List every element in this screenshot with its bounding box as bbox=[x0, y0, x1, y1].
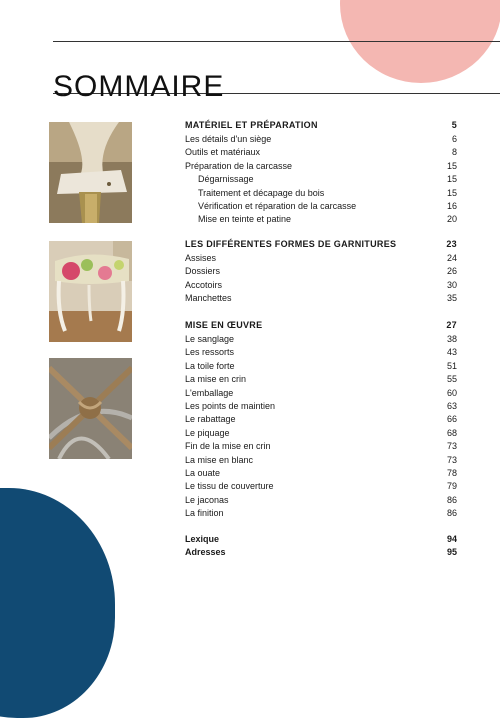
toc-entry-label: Les ressorts bbox=[185, 347, 235, 358]
toc-entry-page: 95 bbox=[446, 547, 457, 558]
toc-section-heading[interactable] bbox=[185, 118, 457, 133]
toc-entry-label: Assises bbox=[185, 253, 217, 263]
toc-entry-label: Dossiers bbox=[185, 266, 221, 277]
toc-section-mise-en-oeuvre bbox=[185, 318, 457, 520]
toc-entry-page: 86 bbox=[446, 494, 457, 505]
toc-entry-label: Outils et matériaux bbox=[185, 147, 261, 158]
toc-entry-label: La mise en blanc bbox=[185, 454, 254, 465]
toc-entry-page: 51 bbox=[446, 360, 457, 371]
toc-section-garnitures bbox=[185, 237, 457, 306]
toc-entry-page: 30 bbox=[446, 279, 457, 290]
toc-entry-label: Traitement et décapage du bois bbox=[198, 187, 325, 198]
toc-entry-lexique[interactable] bbox=[185, 533, 457, 546]
toc-entry-label: Le rabattage bbox=[185, 414, 236, 425]
toc-entry-page: 16 bbox=[446, 200, 457, 211]
toc-entry[interactable] bbox=[185, 480, 457, 493]
toc-entry[interactable] bbox=[185, 467, 457, 480]
toc-entry[interactable] bbox=[185, 387, 457, 400]
toc-entry-page: 55 bbox=[446, 374, 457, 385]
toc-entry[interactable] bbox=[185, 292, 457, 305]
toc-entry[interactable] bbox=[185, 252, 457, 265]
toc-section-heading[interactable] bbox=[185, 237, 457, 252]
toc-heading-page: 23 bbox=[446, 239, 457, 249]
toc-entry[interactable] bbox=[185, 507, 457, 520]
toc-entry-label: Manchettes bbox=[185, 293, 232, 304]
toc-entry-label: La toile forte bbox=[185, 360, 235, 371]
toc-entry[interactable] bbox=[185, 146, 457, 159]
toc-entry-label: Lexique bbox=[185, 534, 220, 544]
toc-entry-page: 20 bbox=[446, 214, 457, 225]
toc-entry-page: 78 bbox=[446, 467, 457, 478]
toc-subentry[interactable] bbox=[185, 173, 457, 186]
toc-entry-page: 15 bbox=[446, 174, 457, 185]
toc-heading-page: 5 bbox=[451, 120, 457, 130]
toc-entry-label: La finition bbox=[185, 508, 224, 519]
toc-entry[interactable] bbox=[185, 160, 457, 173]
toc-entry-label: Le jaconas bbox=[185, 494, 229, 505]
toc-entry-label: Fin de la mise en crin bbox=[185, 441, 271, 452]
toc-entry-label: La ouate bbox=[185, 467, 221, 478]
toc-entry-label: Le sanglage bbox=[185, 334, 235, 344]
toc-entry-page: 35 bbox=[446, 293, 457, 304]
toc-entry-page: 63 bbox=[446, 400, 457, 411]
toc-entry-page: 66 bbox=[446, 414, 457, 425]
toc-entry[interactable] bbox=[185, 440, 457, 453]
toc-entry-label: Les détails d'un siège bbox=[185, 134, 272, 144]
toc-entry-label: Le tissu de couverture bbox=[185, 481, 274, 492]
toc-entry-label: Le piquage bbox=[185, 427, 230, 438]
toc-heading-label: MATÉRIEL ET PRÉPARATION bbox=[185, 120, 318, 130]
toc-entry-page: 8 bbox=[451, 147, 457, 158]
toc-entry-label: Vérification et réparation de la carcasse bbox=[198, 200, 357, 211]
toc-entry[interactable] bbox=[185, 413, 457, 426]
rope-knot-photo bbox=[49, 358, 132, 459]
toc-subentry[interactable] bbox=[185, 187, 457, 200]
toc-heading-page: 27 bbox=[446, 320, 457, 330]
toc-entry[interactable] bbox=[185, 333, 457, 346]
toc-subentry[interactable] bbox=[185, 200, 457, 213]
toc-entry-label: La mise en crin bbox=[185, 374, 247, 385]
toc-entry[interactable] bbox=[185, 133, 457, 146]
toc-entry-label: Les points de maintien bbox=[185, 400, 276, 411]
toc-entry[interactable] bbox=[185, 360, 457, 373]
toc-entry[interactable] bbox=[185, 279, 457, 292]
toc-entry-adresses[interactable] bbox=[185, 546, 457, 559]
toc-entry-label: Dégarnissage bbox=[198, 174, 254, 185]
toc-entry-label: L'emballage bbox=[185, 387, 234, 398]
toc-entry-page: 24 bbox=[446, 253, 457, 263]
toc-entry[interactable] bbox=[185, 454, 457, 467]
toc-entry-page: 15 bbox=[446, 160, 457, 171]
toc-heading-label: MISE EN ŒUVRE bbox=[185, 320, 263, 330]
toc-entry[interactable] bbox=[185, 265, 457, 278]
toc-entry[interactable] bbox=[185, 427, 457, 440]
toc-section-materiel bbox=[185, 118, 457, 227]
toc-entry-page: 26 bbox=[446, 266, 457, 277]
toc-subentry[interactable] bbox=[185, 213, 457, 226]
toc-entry-page: 79 bbox=[446, 481, 457, 492]
toc-entry-page: 86 bbox=[446, 508, 457, 519]
toc-entry-page: 73 bbox=[446, 454, 457, 465]
chair-frame-photo bbox=[49, 122, 132, 223]
floral-stool-photo bbox=[49, 241, 132, 342]
toc-entry-page: 38 bbox=[446, 334, 457, 344]
toc-entry[interactable] bbox=[185, 373, 457, 386]
toc-appendix bbox=[185, 533, 457, 560]
toc-entry[interactable] bbox=[185, 494, 457, 507]
toc-entry-label: Accotoirs bbox=[185, 279, 223, 290]
toc-section-heading[interactable] bbox=[185, 318, 457, 333]
toc-heading-label: LES DIFFÉRENTES FORMES DE GARNITURES bbox=[185, 239, 397, 249]
toc-entry-page: 15 bbox=[446, 187, 457, 198]
page-title: SOMMAIRE bbox=[53, 70, 225, 104]
toc-entry-label: Préparation de la carcasse bbox=[185, 160, 293, 171]
top-rule bbox=[53, 41, 500, 42]
decorative-blue-shape bbox=[0, 488, 115, 718]
toc-entry-page: 60 bbox=[446, 387, 457, 398]
toc-entry-label: Mise en teinte et patine bbox=[198, 214, 292, 225]
toc-entry-page: 6 bbox=[451, 134, 457, 144]
toc-entry-page: 43 bbox=[446, 347, 457, 358]
toc-entry-page: 68 bbox=[446, 427, 457, 438]
toc-entry-page: 73 bbox=[446, 441, 457, 452]
toc-entry[interactable] bbox=[185, 400, 457, 413]
toc-entry-page: 94 bbox=[446, 534, 457, 544]
toc-entry[interactable] bbox=[185, 346, 457, 359]
toc-entry-label: Adresses bbox=[185, 547, 226, 558]
